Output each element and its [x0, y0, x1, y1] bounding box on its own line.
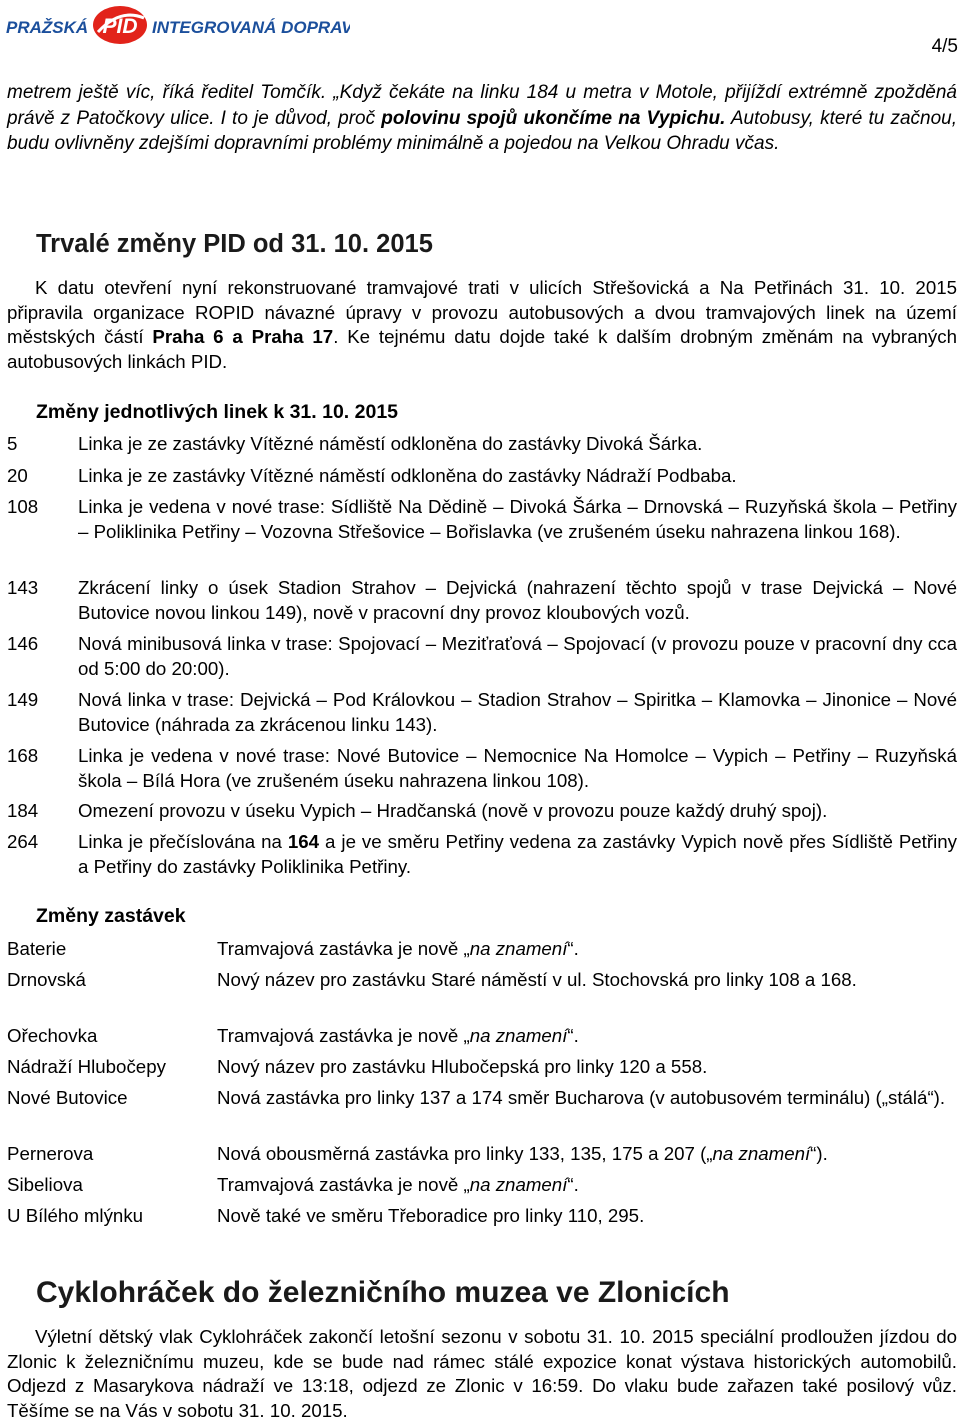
stop-desc-part: Nová obousměrná zastávka pro linky 133, 135, 175 a 207 („ [217, 1143, 713, 1164]
stop-description [217, 1142, 957, 1167]
line-description: Nová minibusová linka v trase: Spojovací – Meziťraťová – Spojovací (v provozu pouze v pracovní dny cca od 5:00 do 20:00). [78, 633, 957, 679]
stop-desc-part: “. [567, 1174, 579, 1195]
line-new-number: 164 [287, 831, 320, 852]
stop-description [217, 1024, 957, 1049]
stop-description [217, 1086, 957, 1111]
stop-desc-part: “). [810, 1143, 828, 1164]
stop-desc-part: Nová zastávka pro linky 137 a 174 směr Bucharova (v autobusovém terminálu) („stálá“). [217, 1087, 946, 1108]
museum-paragraph [7, 1325, 957, 1423]
line-description: Nová linka v trase: Dejvická – Pod Královkou – Stadion Strahov – Spiritka – Klamovka – Jinonice – Nové Butovice (náhrada za zkrácenou linku 143). [78, 689, 957, 735]
line-desc-part: a je ve směru Petřiny vedena za zastávky Vypich nově přes Sídliště Petřiny a Petřiny do zastávky Poliklinika Petřiny. [78, 831, 957, 877]
stop-name: Pernerova [7, 1143, 94, 1164]
line-number: 146 [7, 633, 39, 654]
museum-text: Výletní dětský vlak Cyklohráček zakončí letošní sezonu v sobotu 31. 10. 2015 speciální prodloužen jízdou do Zlonic k železničnímu muzeu, kde se bude nad rámec stálé expozice konat výstava historických automobilů. Odjezd z Masarykova nádraží ve 13:18, odjezd ze Zlonic v 16:59. Do vlaku bude zařazen také posilový vůz. Těšíme se na Vás v sobotu 31. 10. 2015. [7, 1326, 957, 1421]
line-description: Linka je ze zastávky Vítězné náměstí odkloněna do zastávky Divoká Šárka. [78, 433, 703, 454]
intro-text-1: metrem ještě víc, říká ředitel Tomčík. „Když čekáte na linku 184 u metra v Motole, přijíždí extrémně zpožděná právě z Patočkovy ulice. I to je důvod, proč [7, 82, 957, 129]
line-description [78, 830, 957, 879]
line-description: Linka je ze zastávky Vítězné náměstí odkloněna do zastávky Nádraží Podbaba. [78, 465, 737, 486]
stop-desc-italic: na znamení [469, 938, 568, 959]
line-number: 184 [7, 800, 39, 821]
stop-description [217, 968, 957, 993]
line-description: Linka je vedena v nové trase: Nové Butovice – Nemocnice Na Homolce – Vypich – Petřiny – Ruzyňská škola – Bílá Hora (ve zrušeném úseku nahrazena linkou 108). [78, 745, 957, 791]
stop-desc-part: “. [567, 938, 579, 959]
line-number: 149 [7, 689, 39, 710]
line-number: 143 [7, 577, 39, 598]
stop-name: Ořechovka [7, 1025, 98, 1046]
stop-desc-part: Tramvajová zastávka je nově „ [217, 1025, 470, 1046]
stop-desc-part: Nově také ve směru Třeboradice pro linky 110, 295. [217, 1205, 645, 1226]
stop-desc-italic: na znamení [469, 1174, 568, 1195]
line-number: 168 [7, 745, 39, 766]
line-description: Linka je vedena v nové trase: Sídliště Na Dědině – Divoká Šárka – Drnovská – Ruzyňská škola – Petřiny – Poliklinika Petřiny – Vozovna Střešovice – Bořislavka (ve zrušeném úseku nahrazena linkou 168). [78, 496, 957, 542]
changes-paragraph [7, 276, 957, 374]
line-number: 5 [7, 433, 18, 454]
stop-desc-part: Tramvajová zastávka je nově „ [217, 938, 470, 959]
lines-section-title: Změny jednotlivých linek k 31. 10. 2015 [36, 401, 399, 423]
stop-desc-part: “. [567, 1025, 579, 1046]
logo-mark-text: PID [102, 15, 138, 38]
stop-desc-italic: na znamení [469, 1025, 568, 1046]
stop-name: U Bílého mlýnku [7, 1205, 144, 1226]
stop-name: Baterie [7, 938, 67, 959]
stop-desc-part: Nový název pro zastávku Hlubočepská pro linky 120 a 558. [217, 1056, 708, 1077]
stop-name: Drnovská [7, 969, 86, 990]
stop-name: Nádraží Hlubočepy [7, 1056, 166, 1077]
page-number: 4/5 [931, 36, 958, 57]
pid-logo [6, 4, 350, 44]
line-number: 264 [7, 831, 39, 852]
changes-text-end: . Ke tejnému datu dojde také k dalším drobným změnám na vybraných autobusových linkách PID. [7, 326, 957, 372]
line-description: Zkrácení linky o úsek Stadion Strahov – Dejvická (nahrazení těchto spojů v trase Dejvická – Nové Butovice novou linkou 149), nově v pracovní dny provoz kloubových vozů. [78, 577, 957, 623]
stop-desc-italic: na znamení [712, 1143, 811, 1164]
stop-name: Sibeliova [7, 1174, 83, 1195]
section-title-changes: Trvalé změny PID od 31. 10. 2015 [36, 230, 433, 258]
line-number: 20 [7, 465, 28, 486]
intro-paragraph [7, 80, 957, 157]
museum-title: Cyklohráček do železničního muzea ve Zlonicích [36, 1276, 730, 1309]
stop-description [217, 937, 957, 962]
logo-right-text: INTEGROVANÁ DOPRAVA [152, 18, 350, 37]
stop-name: Nové Butovice [7, 1087, 128, 1108]
stop-description [217, 1173, 957, 1198]
changes-text: K datu otevření nyní rekonstruované tramvajové trati v ulicích Střešovická a Na Petřinách 31. 10. 2015 připravila organizace ROPID návazné úpravy v provozu autobusových a dvou tramvajových linek na území městských částí [7, 277, 957, 347]
intro-text-2: Autobusy, které tu začnou, budu ovlivněny zdejšími dopravními problémy minimálně a pojedou na Velkou Ohradu včas. [7, 107, 957, 154]
intro-bold: polovinu spojů ukončíme na Vypichu. [381, 107, 726, 129]
line-number: 108 [7, 496, 39, 517]
line-desc-part: Linka je přečíslována na [78, 831, 288, 852]
changes-bold: Praha 6 a Praha 17 [152, 326, 334, 347]
stop-description [217, 1204, 957, 1229]
stops-section-title: Změny zastávek [36, 905, 186, 927]
stop-desc-part: Tramvajová zastávka je nově „ [217, 1174, 470, 1195]
line-description: Omezení provozu v úseku Vypich – Hradčanská (nově v provozu pouze každý druhý spoj). [78, 800, 828, 821]
stop-description [217, 1055, 957, 1080]
logo-left-text: PRAŽSKÁ [6, 18, 89, 37]
stop-desc-part: Nový název pro zastávku Staré náměstí v ul. Stochovská pro linky 108 a 168. [217, 969, 857, 990]
